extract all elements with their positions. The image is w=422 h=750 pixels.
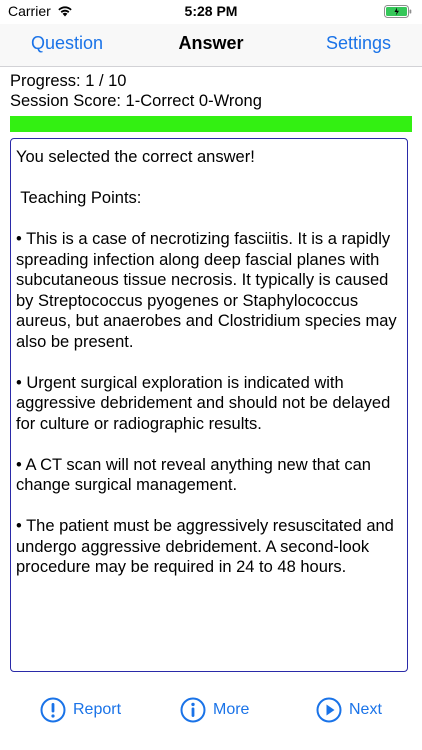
next-button[interactable] (316, 697, 382, 723)
answer-text-view[interactable] (10, 138, 408, 672)
report-button[interactable] (40, 697, 121, 723)
progress-bar-fill (10, 116, 412, 132)
report-label: Report (73, 701, 122, 718)
progress-info (10, 71, 262, 111)
settings-nav-button[interactable]: Settings (325, 33, 391, 53)
page-title: Answer (178, 33, 244, 53)
progress-label: Progress: 1 / 10 (10, 72, 127, 90)
teaching-point-2: • Urgent surgical exploration is indicated with aggressive debridement and should not be delayed for culture or radiographic results. (16, 373, 391, 433)
exclamation-circle-icon (40, 697, 66, 723)
carrier-label: Carrier (8, 3, 51, 19)
teaching-point-3: • A CT scan will not reveal anything new that can change surgical management. (16, 455, 371, 494)
teaching-point-4: • The patient must be aggressively resuscitated and undergo aggressive debridement. A second-look procedure may be required in 24 to 48 hours. (16, 517, 394, 576)
status-bar (0, 0, 422, 24)
teaching-point-1: • This is a case of necrotizing fasciitis. It is a rapidly spreading infection along deep fascial planes with subcutaneous tissue necrosis. It typically is caused by Streptococcus pyogenes or Staphylococcus aureus, but anaerobes and Clostridium species may also be present. (16, 230, 397, 351)
session-score-label: Session Score: 1-Correct 0-Wrong (10, 92, 262, 110)
more-label: More (213, 701, 250, 718)
question-nav-button[interactable]: Question (31, 33, 104, 53)
next-label: Next (349, 701, 382, 718)
battery-icon (384, 5, 412, 18)
navigation-bar (0, 24, 422, 67)
teaching-points-heading: Teaching Points: (16, 189, 142, 207)
result-message: You selected the correct answer! (16, 148, 255, 166)
bottom-toolbar (0, 690, 422, 730)
play-circle-icon (316, 697, 342, 723)
status-time: 5:28 PM (184, 3, 238, 19)
info-circle-icon (180, 697, 206, 723)
more-button[interactable] (180, 697, 249, 723)
progress-bar (10, 116, 412, 132)
